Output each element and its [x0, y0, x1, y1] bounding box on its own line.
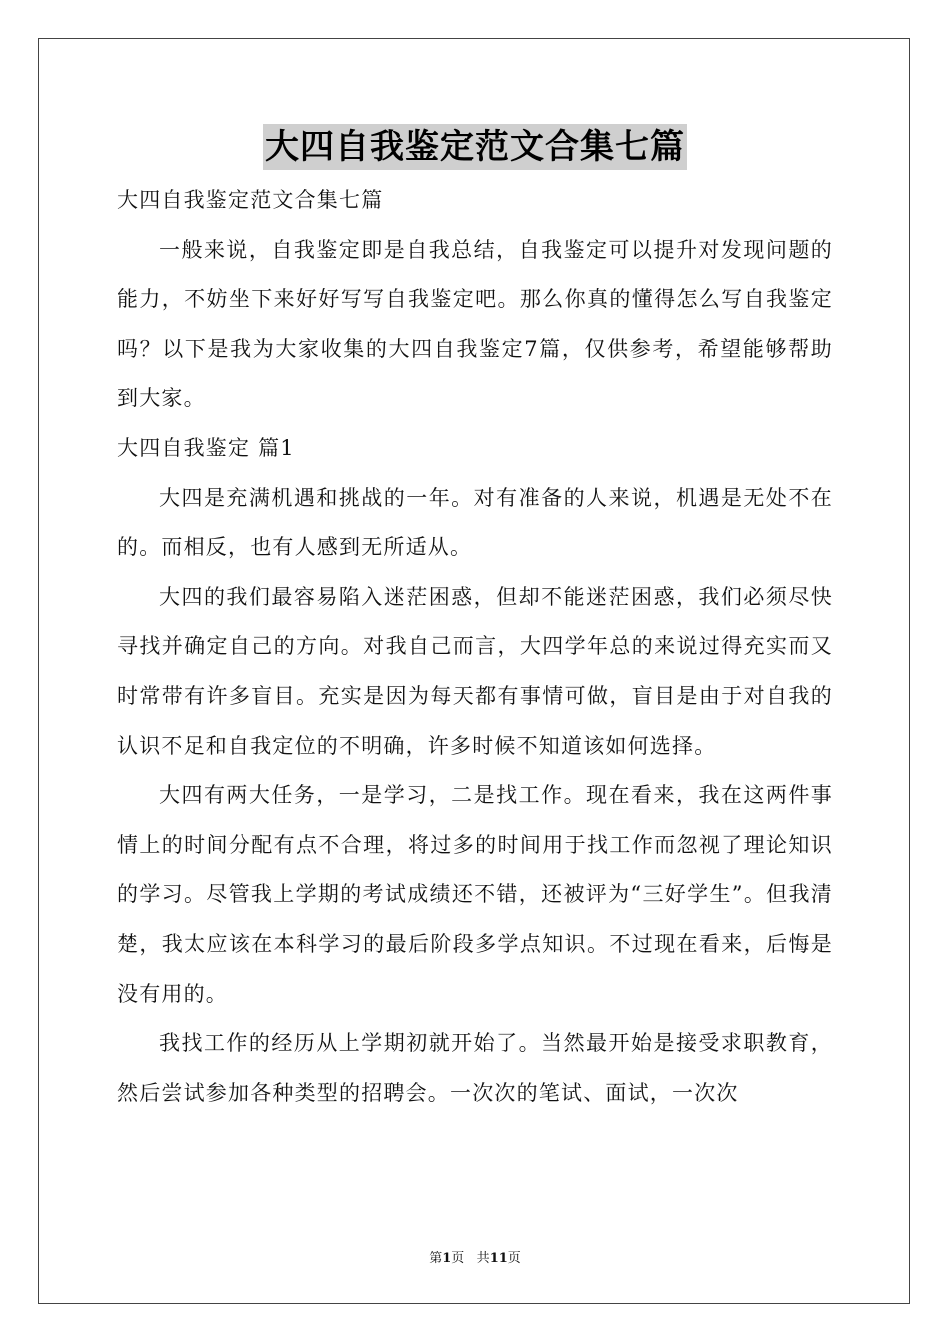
page-number-prefix: 第: [429, 1251, 443, 1266]
page-number-suffix: 页: [451, 1251, 465, 1266]
title-container: [0, 124, 950, 170]
page-footer: [0, 1247, 950, 1266]
body-paragraph: 大四是充满机遇和挑战的一年。对有准备的人来说，机遇是无处不在的。而相反，也有人感到无所适从。: [117, 485, 833, 560]
body-paragraph: 大四的我们最容易陷入迷茫困惑，但却不能迷茫困惑，我们必须尽快寻找并确定自己的方向。对我自己而言，大四学年总的来说过得充实而又时常带有许多盲目。充实是因为每天都有事情可做，盲目是由于对自我的认识不足和自我定位的不明确，许多时候不知道该如何选择。: [117, 584, 833, 758]
body-paragraph: 大四有两大任务，一是学习，二是找工作。现在看来，我在这两件事情上的时间分配有点不合理，将过多的时间用于找工作而忽视了理论知识的学习。尽管我上学期的考试成绩还不错，还被评为“三好学生”。但我清楚，我太应该在本科学习的最后阶段多学点知识。不过现在看来，后悔是没有用的。: [117, 783, 833, 1006]
document-title: 大四自我鉴定范文合集七篇: [263, 124, 687, 170]
intro-paragraph: 一般来说，自我鉴定即是自我总结，自我鉴定可以提升对发现问题的能力，不妨坐下来好好写写自我鉴定吧。那么你真的懂得怎么写自我鉴定吗？以下是我为大家收集的大四自我鉴定7篇，仅供参考，希望能够帮助到大家。: [117, 237, 833, 411]
section-heading: 大四自我鉴定 篇1: [117, 435, 295, 460]
document-body: [117, 176, 833, 1118]
page-number-current: 1: [442, 1251, 452, 1266]
body-paragraph: 我找工作的经历从上学期初就开始了。当然最开始是接受求职教育，然后尝试参加各种类型的招聘会。一次次的笔试、面试，一次次: [117, 1031, 833, 1105]
document-subtitle: 大四自我鉴定范文合集七篇: [117, 188, 384, 212]
page-total-count: 11: [489, 1251, 508, 1266]
page-total-suffix: 页: [507, 1251, 521, 1266]
page-total-prefix: 共: [476, 1251, 490, 1266]
